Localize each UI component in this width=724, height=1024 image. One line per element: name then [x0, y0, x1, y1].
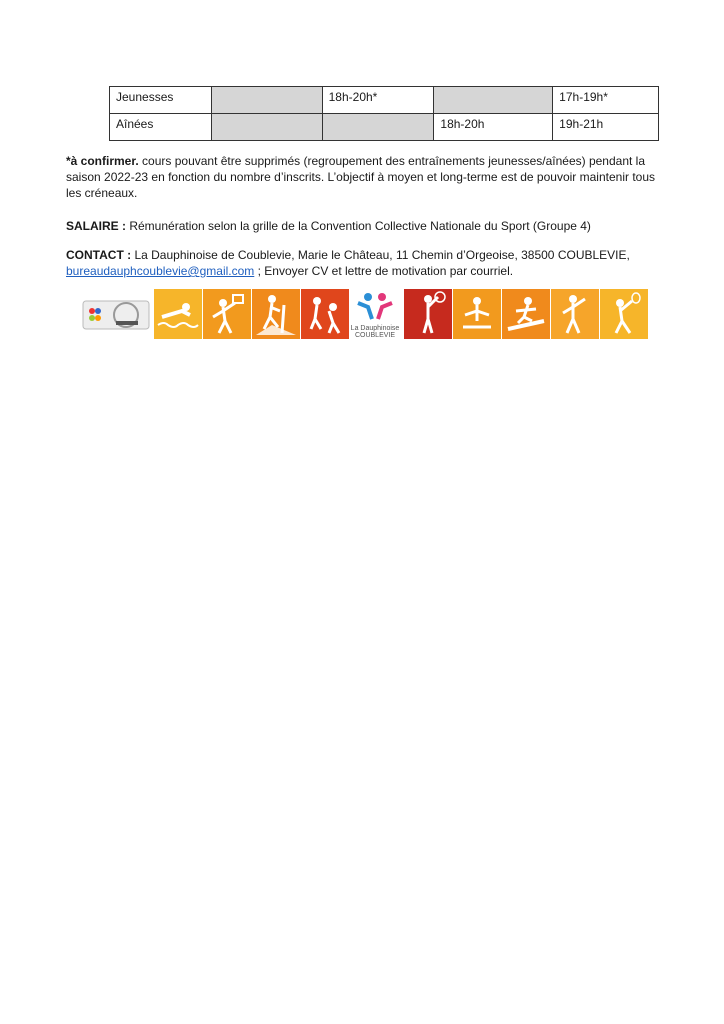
- schedule-cell: 18h-20h*: [322, 87, 434, 114]
- contact-label: CONTACT :: [66, 248, 132, 262]
- schedule-cell: [211, 87, 322, 114]
- sports-banner: [82, 289, 643, 341]
- contact-after: ; Envoyer CV et lettre de motivation par courriel.: [254, 264, 514, 278]
- logo-subtext: COUBLEVIE: [354, 332, 396, 339]
- table-row: [110, 114, 659, 141]
- hiking-icon: [252, 289, 300, 339]
- contact-paragraph: [66, 247, 666, 279]
- badminton-icon: [600, 289, 648, 339]
- salary-paragraph: [66, 218, 666, 234]
- federation-logo-icon: [82, 295, 152, 335]
- note-text: cours pouvant être supprimés (regroupement des entraînements jeunesses/aînées) pendant la saison 2022-23 en fonction du nombre d’inscrits. L’objectif à moyen et long-terme est de pouvoir maintenir tous les créneaux.: [66, 154, 655, 200]
- fitness-icon: [551, 289, 599, 339]
- dauphinoise-logo-icon: [348, 289, 402, 341]
- schedule-cell: [211, 114, 322, 141]
- note-paragraph: [66, 153, 666, 201]
- schedule-cell: [434, 87, 553, 114]
- rhythmic-gymnastics-icon: [404, 289, 452, 339]
- swimming-icon: [154, 289, 202, 339]
- schedule-table: [109, 86, 659, 141]
- email-link[interactable]: bureaudauphcoublevie@gmail.com: [66, 264, 255, 278]
- salary-label: SALAIRE :: [66, 219, 126, 233]
- group-name: Jeunesses: [110, 87, 212, 114]
- logo-text: La Dauphinoise: [350, 325, 400, 332]
- group-name: Aînées: [110, 114, 212, 141]
- note-lead: *à confirmer.: [66, 154, 139, 168]
- basketball-icon: [203, 289, 251, 339]
- yoga-icon: [453, 289, 501, 339]
- schedule-cell: [322, 114, 434, 141]
- schedule-cell: 17h-19h*: [553, 87, 659, 114]
- snowboard-icon: [502, 289, 550, 339]
- schedule-cell: 19h-21h: [553, 114, 659, 141]
- contact-text: La Dauphinoise de Coublevie, Marie le Château, 11 Chemin d’Orgeoise, 38500 COUBLEVIE,: [131, 248, 630, 262]
- table-row: [110, 87, 659, 114]
- schedule-cell: 18h-20h: [434, 114, 553, 141]
- kids-play-icon: [301, 289, 349, 339]
- salary-text: Rémunération selon la grille de la Convention Collective Nationale du Sport (Groupe 4): [126, 219, 591, 233]
